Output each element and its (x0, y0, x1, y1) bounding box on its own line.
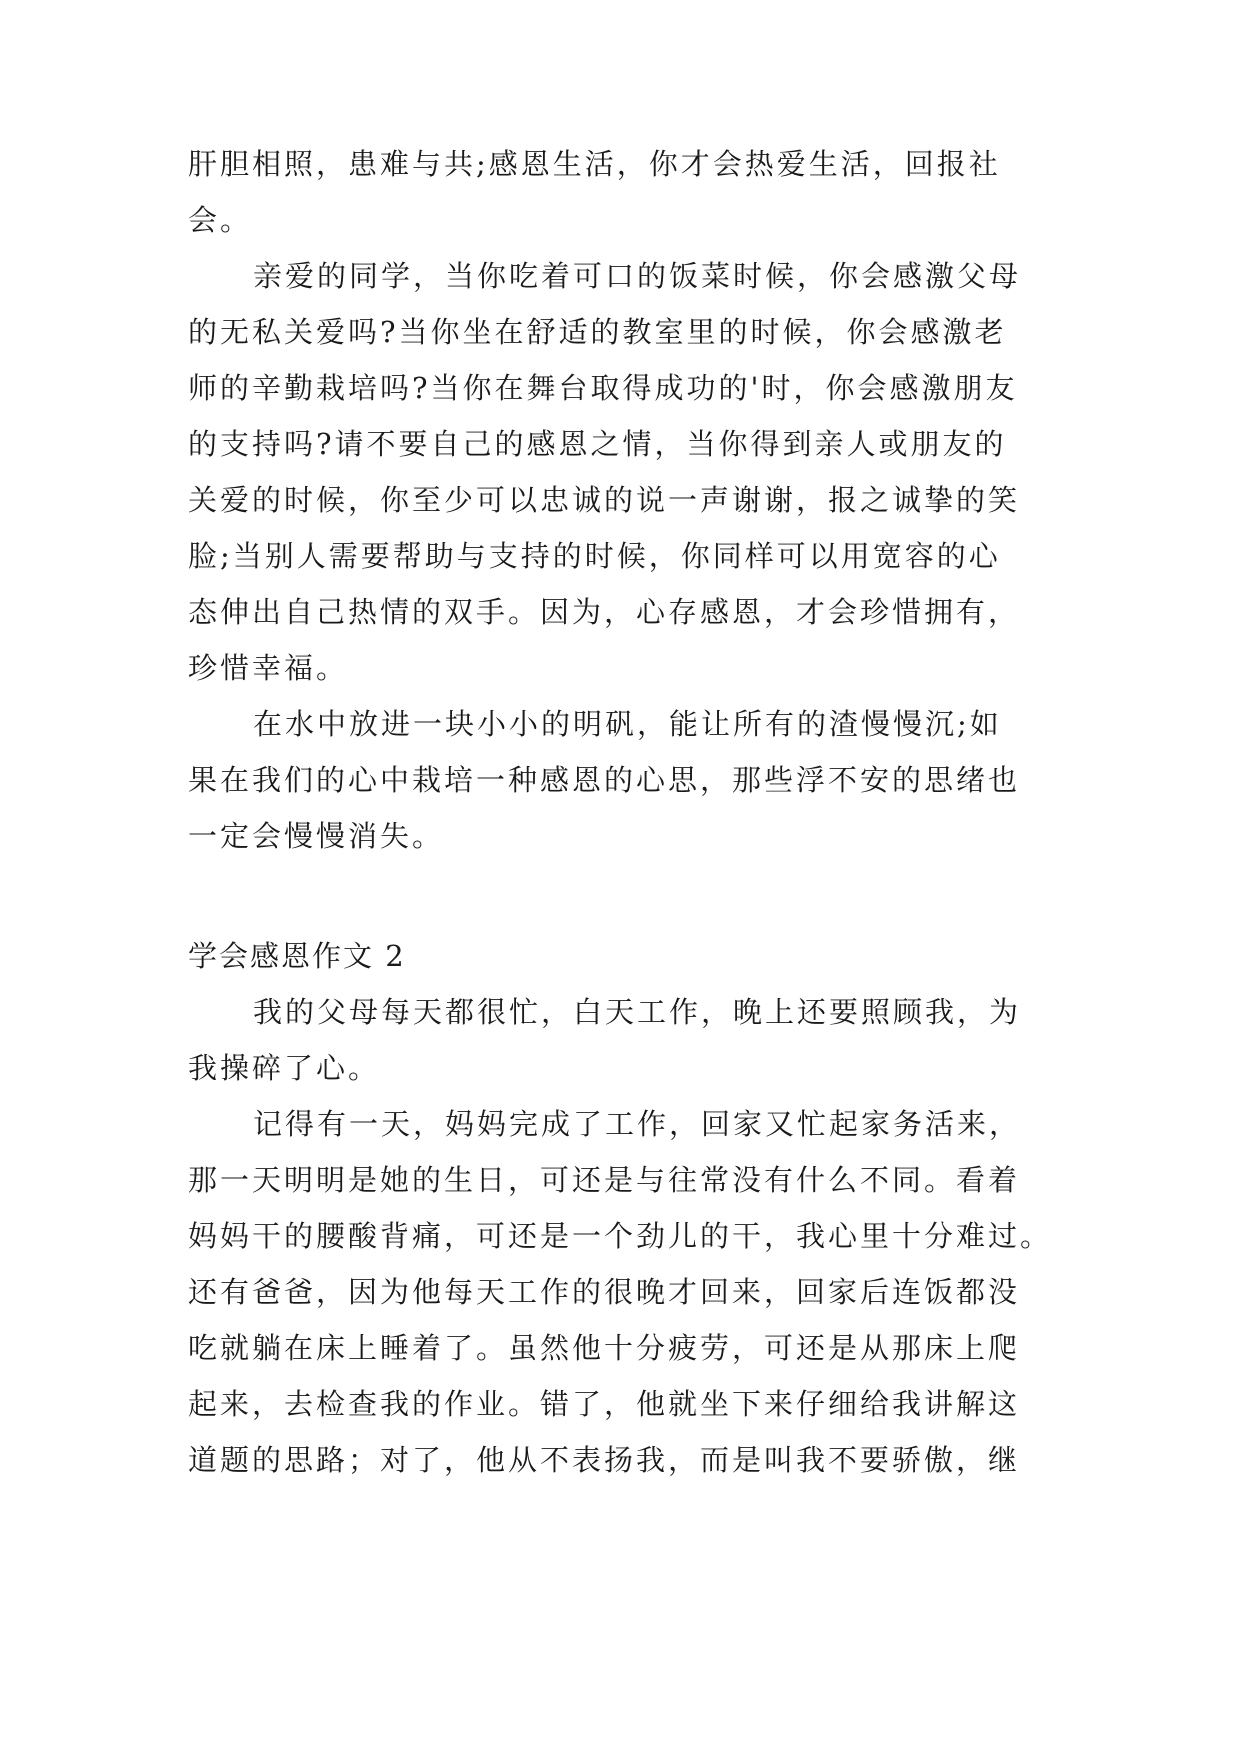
text-line: 还有爸爸，因为他每天工作的很晚才回来，回家后连饭都没 (188, 1275, 1021, 1309)
text-line: 肝胆相照，患难与共;感恩生活，你才会热爱生活，回报社 (188, 147, 1001, 181)
text-line: 在水中放进一块小小的明矾，能让所有的渣慢慢沉;如 (253, 707, 1002, 741)
text-line: 一定会慢慢消失。 (188, 819, 445, 853)
text-line: 我的父母每天都很忙，白天工作，晚上还要照顾我，为 (253, 995, 1022, 1029)
section-heading: 学会感恩作文 2 (188, 939, 406, 973)
text-line: 的无私关爱吗?当你坐在舒适的教室里的时候，你会感激老 (188, 315, 1007, 349)
text-line: 珍惜幸福。 (188, 651, 349, 685)
text-line: 果在我们的心中栽培一种感恩的心思，那些浮不安的思绪也 (188, 763, 1021, 797)
text-line: 会。 (188, 203, 253, 237)
text-line: 道题的思路；对了，他从不表扬我，而是叫我不要骄傲，继 (188, 1443, 1021, 1477)
text-line: 态伸出自己热情的双手。因为，心存感恩，才会珍惜拥有， (188, 595, 1021, 629)
text-line: 吃就躺在床上睡着了。虽然他十分疲劳，可还是从那床上爬 (188, 1331, 1021, 1365)
text-line: 的支持吗?请不要自己的感恩之情，当你得到亲人或朋友的 (188, 427, 1007, 461)
text-line: 亲爱的同学，当你吃着可口的饭菜时候，你会感激父母 (253, 259, 1022, 293)
text-line: 起来，去检查我的作业。错了，他就坐下来仔细给我讲解这 (188, 1387, 1021, 1421)
text-line: 关爱的时候，你至少可以忠诚的说一声谢谢，报之诚挚的笑 (188, 483, 1021, 517)
text-line: 妈妈干的腰酸背痛，可还是一个劲儿的干，我心里十分难过。 (188, 1219, 1053, 1253)
text-line: 脸;当别人需要帮助与支持的时候，你同样可以用宽容的心 (188, 539, 1001, 573)
text-line: 那一天明明是她的生日，可还是与往常没有什么不同。看着 (188, 1163, 1021, 1197)
text-line: 记得有一天，妈妈完成了工作，回家又忙起家务活来， (253, 1107, 1022, 1141)
text-line: 我操碎了心。 (188, 1051, 381, 1085)
text-line: 师的辛勤栽培吗?当你在舞台取得成功的'时，你会感激朋友 (188, 371, 1018, 405)
